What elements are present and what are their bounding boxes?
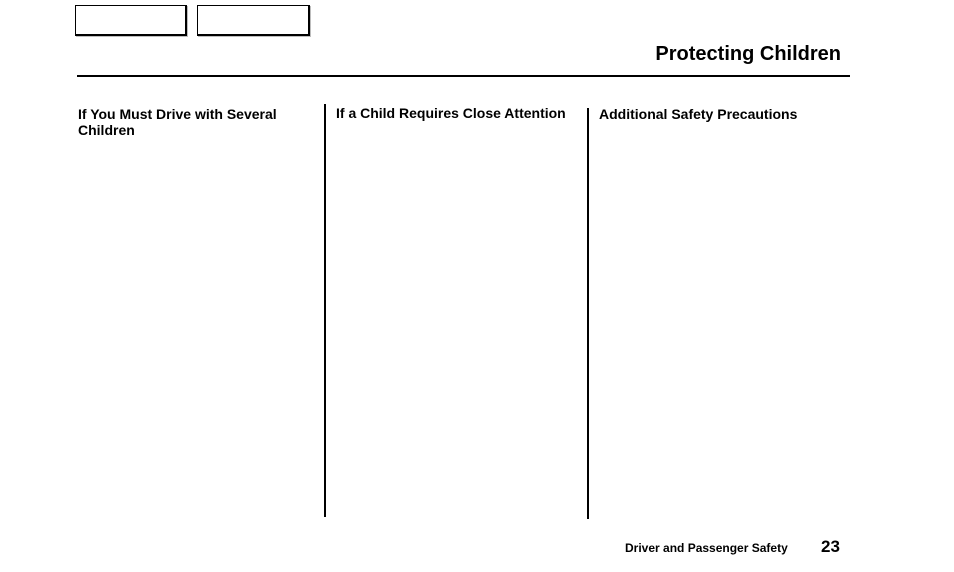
nav-button-2[interactable]: [197, 5, 310, 36]
footer-section-title: Driver and Passenger Safety: [625, 541, 788, 555]
page-title: Protecting Children: [655, 43, 841, 65]
title-rule: [77, 75, 850, 77]
column-divider: [587, 108, 589, 519]
column-divider: [324, 104, 326, 517]
column-heading-safety-precautions: Additional Safety Precautions: [599, 106, 798, 122]
nav-button-1[interactable]: [75, 5, 187, 36]
column-heading-several-children: If You Must Drive with Several Children: [78, 106, 277, 138]
page-number: 23: [821, 537, 840, 556]
column-heading-close-attention: If a Child Requires Close Attention: [336, 105, 566, 121]
